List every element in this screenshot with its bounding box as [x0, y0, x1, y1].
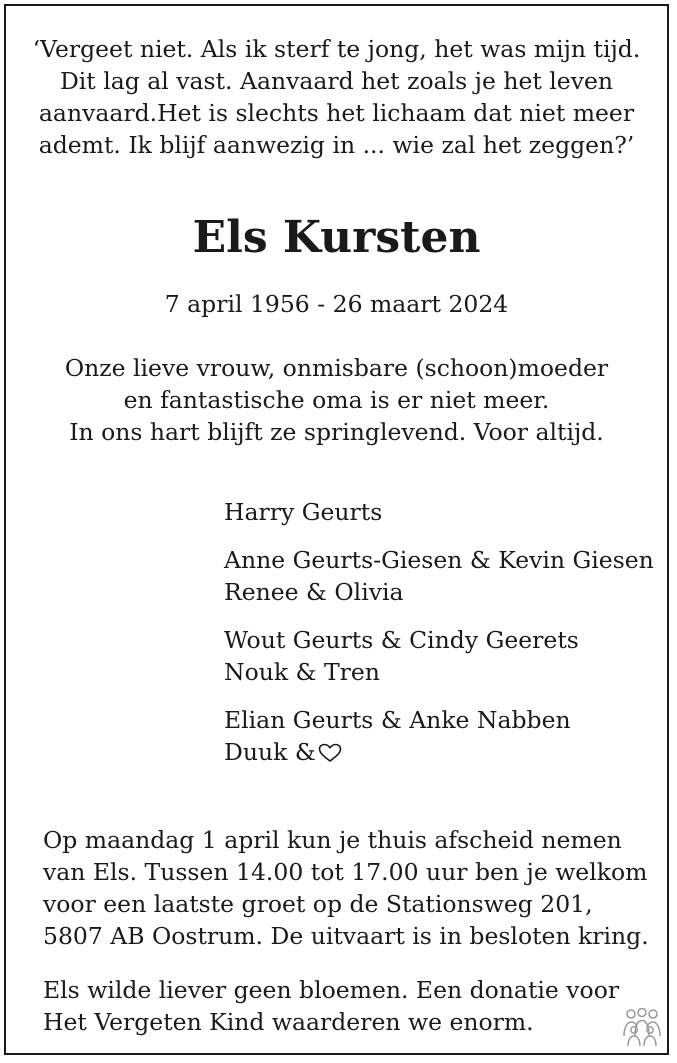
family-line: Harry Geurts	[224, 498, 383, 526]
farewell-info	[43, 824, 649, 952]
family-group	[224, 624, 664, 688]
family-message	[6, 352, 667, 448]
message-line: In ons hart blijft ze springlevend. Voor altijd.	[69, 418, 604, 446]
family-line: Wout Geurts & Cindy Geerets	[224, 626, 579, 654]
heart-outline-icon	[318, 739, 342, 771]
donation-line: Els wilde liever geen bloemen. Een donatie voor	[43, 976, 620, 1004]
family-group	[224, 544, 664, 608]
obituary-card	[4, 4, 669, 1055]
people-group-logo-icon	[620, 1008, 664, 1052]
poem-line: aanvaard.Het is slechts het lichaam dat niet meer	[38, 99, 635, 127]
life-dates: 7 april 1956 - 26 maart 2024	[164, 290, 509, 318]
poem-line: Dit lag al vast. Aanvaard het zoals je het leven	[59, 67, 614, 95]
message-line: Onze lieve vrouw, onmisbare (schoon)moeder	[64, 354, 609, 382]
message-line: en fantastische oma is er niet meer.	[123, 386, 550, 414]
family-group	[224, 704, 664, 771]
poem-line: ademt. Ik blijf aanwezig in ... wie zal het zeggen?’	[38, 131, 635, 159]
farewell-line: van Els. Tussen 14.00 tot 17.00 uur ben je welkom	[43, 858, 648, 886]
family-line-with-heart	[224, 736, 664, 771]
family-line-text: Duuk &	[224, 738, 316, 766]
family-line: Elian Geurts & Anke Nabben	[224, 706, 571, 734]
family-line: Anne Geurts-Giesen & Kevin Giesen	[224, 546, 654, 574]
donation-line: Het Vergeten Kind waarderen we enorm.	[43, 1008, 534, 1036]
donation-note	[43, 974, 620, 1038]
family-group	[224, 496, 664, 528]
family-line: Nouk & Tren	[224, 658, 380, 686]
farewell-line: 5807 AB Oostrum. De uitvaart is in besloten kring.	[43, 922, 649, 950]
farewell-line: voor een laatste groet op de Stationsweg 201,	[43, 890, 593, 918]
deceased-name: Els Kursten	[192, 212, 481, 263]
family-line: Renee & Olivia	[224, 578, 404, 606]
farewell-line: Op maandag 1 april kun je thuis afscheid nemen	[43, 826, 622, 854]
poem-line: ‘Vergeet niet. Als ik sterf te jong, het was mijn tijd.	[32, 35, 641, 63]
opening-poem	[6, 33, 667, 161]
family-list	[224, 496, 664, 787]
